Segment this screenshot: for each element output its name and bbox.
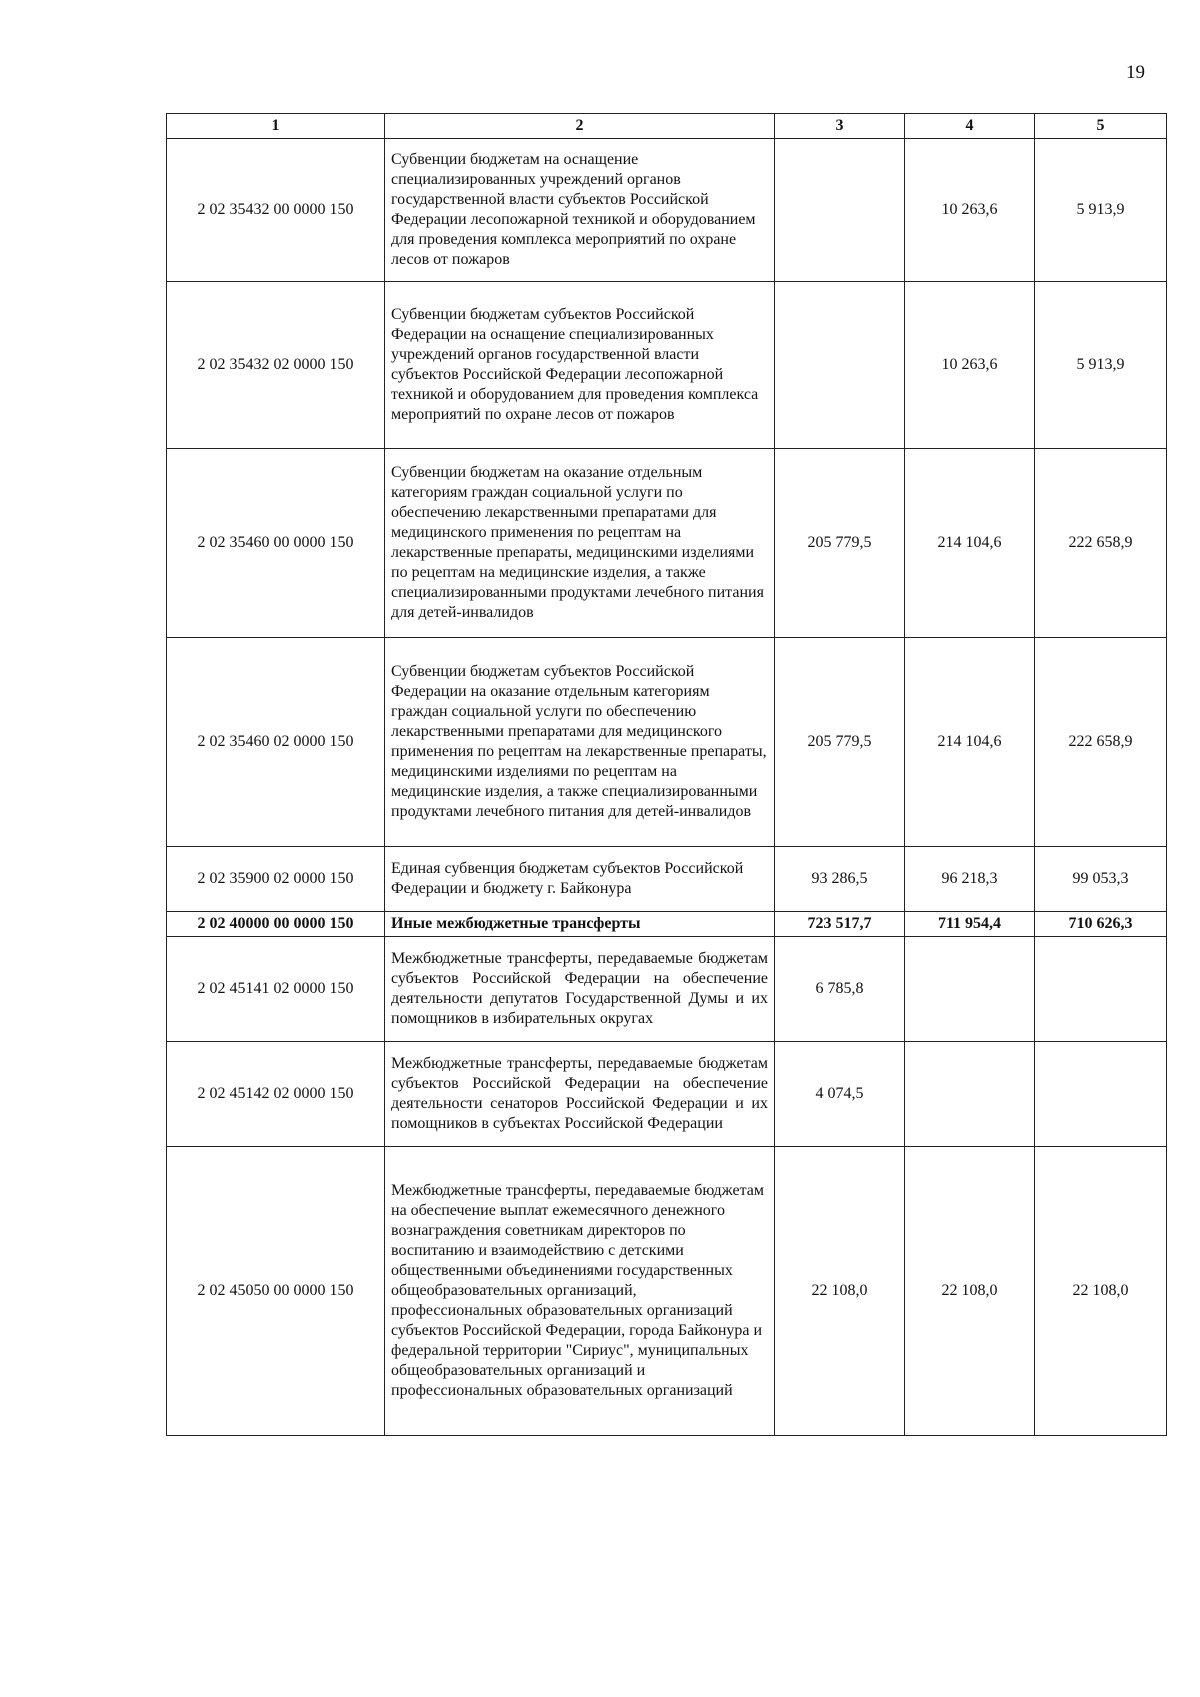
row-description: Межбюджетные трансферты, передаваемые бюджетам на обеспечение выплат ежемесячного денежного вознаграждения советникам директоров по воспитанию и взаимодействию с детскими общественными объединениями государственных общеобразовательных организаций, профессиональных образовательных организаций субъектов Российской Федерации, города Байконура и федеральной территории "Сириус", муниципальных общеобразовательных организаций и профессиональных образовательных организаций — [385, 1147, 775, 1436]
table-row — [167, 638, 1167, 847]
table-row — [167, 937, 1167, 1042]
row-value-col5: 22 108,0 — [1035, 1147, 1167, 1436]
row-value-col4 — [905, 1042, 1035, 1147]
row-value-col4: 214 104,6 — [905, 638, 1035, 847]
row-description: Единая субвенция бюджетам субъектов Российской Федерации и бюджету г. Байконура — [385, 847, 775, 912]
row-value-col5 — [1035, 937, 1167, 1042]
row-value-col3: 6 785,8 — [775, 937, 905, 1042]
row-value-col5 — [1035, 1042, 1167, 1147]
table-row — [167, 139, 1167, 282]
row-description: Субвенции бюджетам на оснащение специализированных учреждений органов государственной власти субъектов Российской Федерации лесопожарной техникой и оборудованием для проведения комплекса мероприятий по охране лесов от пожаров — [385, 139, 775, 282]
row-value-col3: 205 779,5 — [775, 638, 905, 847]
row-value-col5: 222 658,9 — [1035, 449, 1167, 638]
column-header-1: 1 — [167, 114, 385, 139]
row-value-col4 — [905, 937, 1035, 1042]
column-header-2: 2 — [385, 114, 775, 139]
table-header-row — [167, 114, 1167, 139]
column-header-4: 4 — [905, 114, 1035, 139]
row-code: 2 02 45141 02 0000 150 — [167, 937, 385, 1042]
row-value-col5: 222 658,9 — [1035, 638, 1167, 847]
row-description: Субвенции бюджетам субъектов Российской Федерации на оснащение специализированных учреждений органов государственной власти субъектов Российской Федерации лесопожарной техникой и оборудованием для проведения комплекса мероприятий по охране лесов от пожаров — [385, 282, 775, 449]
table-row — [167, 1042, 1167, 1147]
column-header-3: 3 — [775, 114, 905, 139]
row-value-col5: 99 053,3 — [1035, 847, 1167, 912]
table-row — [167, 282, 1167, 449]
row-value-col5: 5 913,9 — [1035, 139, 1167, 282]
column-header-5: 5 — [1035, 114, 1167, 139]
row-code: 2 02 35432 00 0000 150 — [167, 139, 385, 282]
budget-table — [166, 113, 1167, 1436]
row-value-col3: 4 074,5 — [775, 1042, 905, 1147]
table-row — [167, 847, 1167, 912]
table-row-subtotal — [167, 912, 1167, 937]
row-description: Межбюджетные трансферты, передаваемые бюджетам субъектов Российской Федерации на обеспечение деятельности депутатов Государственной Думы и их помощников в избирательных округах — [385, 937, 775, 1042]
row-value-col3: 93 286,5 — [775, 847, 905, 912]
row-value-col4: 214 104,6 — [905, 449, 1035, 638]
row-value-col4: 711 954,4 — [905, 912, 1035, 937]
row-value-col5: 5 913,9 — [1035, 282, 1167, 449]
row-value-col5: 710 626,3 — [1035, 912, 1167, 937]
row-code: 2 02 35460 02 0000 150 — [167, 638, 385, 847]
row-description: Субвенции бюджетам на оказание отдельным категориям граждан социальной услуги по обеспечению лекарственными препаратами для медицинского применения по рецептам на лекарственные препараты, медицинскими изделиями по рецептам на медицинские изделия, а также специализированными продуктами лечебного питания для детей-инвалидов — [385, 449, 775, 638]
row-code: 2 02 35460 00 0000 150 — [167, 449, 385, 638]
row-value-col3: 723 517,7 — [775, 912, 905, 937]
row-description: Субвенции бюджетам субъектов Российской Федерации на оказание отдельным категориям граждан социальной услуги по обеспечению лекарственными препаратами для медицинского применения по рецептам на лекарственные препараты, медицинскими изделиями по рецептам на медицинские изделия, а также специализированными продуктами лечебного питания для детей-инвалидов — [385, 638, 775, 847]
row-code: 2 02 35432 02 0000 150 — [167, 282, 385, 449]
table-row — [167, 1147, 1167, 1436]
row-value-col3 — [775, 282, 905, 449]
row-value-col3 — [775, 139, 905, 282]
row-description: Иные межбюджетные трансферты — [385, 912, 775, 937]
row-value-col3: 22 108,0 — [775, 1147, 905, 1436]
row-description: Межбюджетные трансферты, передаваемые бюджетам субъектов Российской Федерации на обеспечение деятельности сенаторов Российской Федерации и их помощников в субъектах Российской Федерации — [385, 1042, 775, 1147]
row-code: 2 02 45050 00 0000 150 — [167, 1147, 385, 1436]
row-value-col4: 96 218,3 — [905, 847, 1035, 912]
page-number: 19 — [1126, 62, 1145, 83]
row-code: 2 02 35900 02 0000 150 — [167, 847, 385, 912]
row-value-col4: 10 263,6 — [905, 139, 1035, 282]
table-row — [167, 449, 1167, 638]
row-code: 2 02 40000 00 0000 150 — [167, 912, 385, 937]
row-value-col4: 22 108,0 — [905, 1147, 1035, 1436]
row-value-col3: 205 779,5 — [775, 449, 905, 638]
row-code: 2 02 45142 02 0000 150 — [167, 1042, 385, 1147]
row-value-col4: 10 263,6 — [905, 282, 1035, 449]
